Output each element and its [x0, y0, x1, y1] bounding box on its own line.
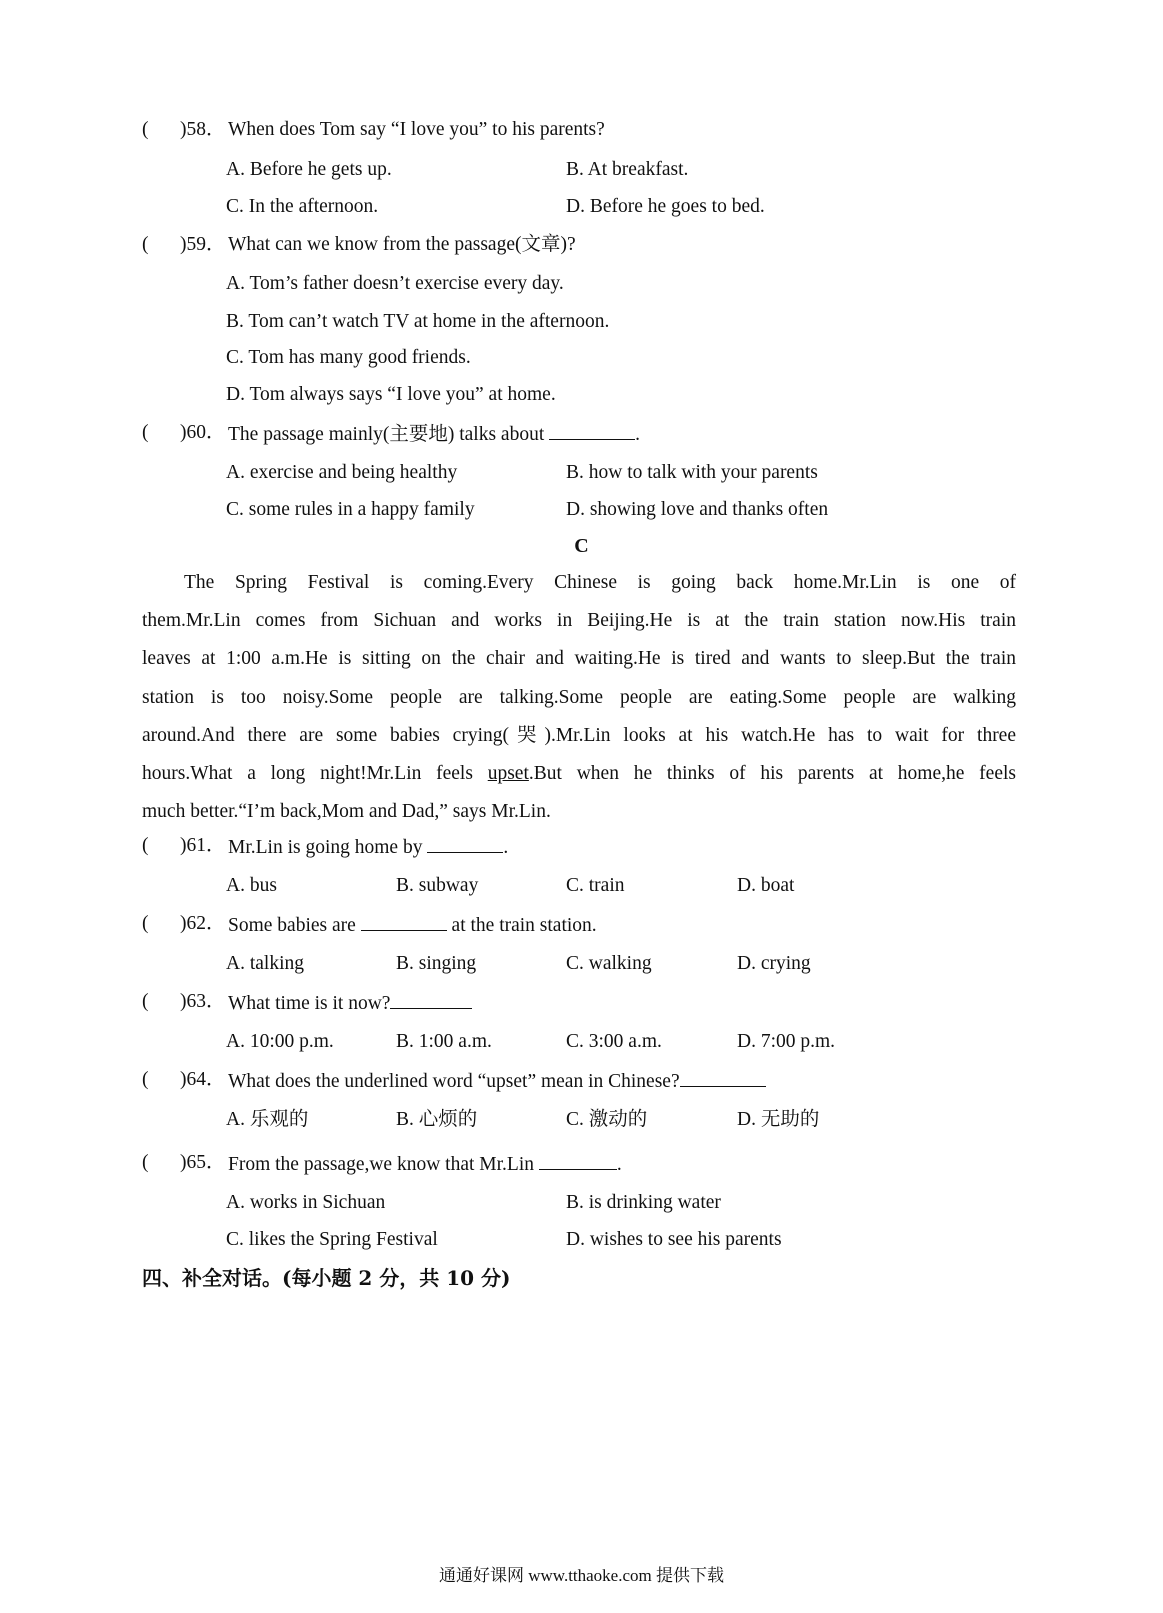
question-stem: What time is it now?	[228, 990, 472, 1016]
answer-paren: (	[142, 835, 149, 856]
option-a: A. 乐观的	[226, 1109, 309, 1130]
option-d: D. Tom always says “I love you” at home.	[226, 384, 556, 405]
option-d: D. boat	[737, 875, 795, 896]
part-four-heading: 四、补全对话。(每小题 2 分，共 10 分)	[142, 1266, 511, 1290]
question-number: )62．	[180, 913, 226, 934]
question-number: )63．	[180, 991, 226, 1012]
question-number: )60．	[180, 422, 226, 443]
option-d: D. 7:00 p.m.	[737, 1031, 836, 1052]
option-b: B. subway	[396, 875, 479, 896]
answer-blank	[390, 990, 472, 1009]
option-d: D. 无助的	[737, 1109, 820, 1130]
question-stem: The passage mainly(主要地) talks about .	[228, 421, 640, 447]
option-c: C. some rules in a happy family	[226, 499, 475, 520]
question-stem: What does the underlined word “upset” mean in Chinese?	[228, 1068, 766, 1094]
option-a: A. Tom’s father doesn’t exercise every day.	[226, 273, 564, 294]
answer-blank	[361, 912, 447, 931]
passage-line: them.Mr.Lin comes from Sichuan and works in Beijing.He is at the train station now.His train	[142, 610, 1016, 632]
option-b: B. 1:00 a.m.	[396, 1031, 492, 1052]
answer-blank	[539, 1151, 617, 1170]
question-number: )61．	[180, 835, 226, 856]
option-c: C. walking	[566, 953, 652, 974]
passage-line: The Spring Festival is coming.Every Chinese is going back home.Mr.Lin is one of	[184, 572, 1016, 593]
question-number: )65．	[180, 1152, 226, 1173]
answer-paren: (	[142, 119, 149, 140]
answer-paren: (	[142, 913, 149, 934]
passage-line: around.And there are some babies crying(哭).Mr.Lin looks at his watch.He has to wait for three	[142, 724, 1016, 746]
passage-line: station is too noisy.Some people are talking.Some people are eating.Some people are walking	[142, 686, 1016, 708]
answer-paren: (	[142, 991, 149, 1012]
reading-passage	[142, 564, 1016, 831]
question-stem: What can we know from the passage(文章)?	[228, 234, 576, 255]
option-a: A. works in Sichuan	[226, 1192, 386, 1213]
option-d: D. Before he goes to bed.	[566, 196, 765, 217]
option-b: B. At breakfast.	[566, 159, 689, 180]
option-b: B. 心烦的	[396, 1109, 478, 1130]
option-d: D. wishes to see his parents	[566, 1229, 782, 1250]
option-b: B. Tom can’t watch TV at home in the afternoon.	[226, 311, 610, 332]
option-a: A. bus	[226, 875, 277, 896]
question-stem: Mr.Lin is going home by .	[228, 834, 508, 860]
option-d: D. showing love and thanks often	[566, 499, 829, 520]
passage-line: much better.“I’m back,Mom and Dad,” says Mr.Lin.	[142, 801, 551, 823]
passage-line: leaves at 1:00 a.m.He is sitting on the chair and waiting.He is tired and wants to sleep.But the train	[142, 648, 1016, 670]
question-stem: From the passage,we know that Mr.Lin .	[228, 1151, 622, 1177]
answer-paren: (	[142, 1152, 149, 1173]
passage-line: hours.What a long night!Mr.Lin feels upset.But when he thinks of his parents at home,he feels	[142, 762, 1016, 784]
option-b: B. singing	[396, 953, 477, 974]
answer-blank	[549, 421, 635, 440]
option-a: A. exercise and being healthy	[226, 462, 458, 483]
option-c: C. train	[566, 875, 625, 896]
option-a: A. 10:00 p.m.	[226, 1031, 334, 1052]
answer-blank	[427, 834, 503, 853]
option-b: B. how to talk with your parents	[566, 462, 818, 483]
answer-paren: (	[142, 234, 149, 255]
underlined-word: upset	[487, 762, 529, 784]
option-a: A. talking	[226, 953, 304, 974]
answer-paren: (	[142, 1069, 149, 1090]
question-number: )59．	[180, 234, 226, 255]
question-stem: Some babies are at the train station.	[228, 912, 597, 938]
option-c: C. In the afternoon.	[226, 196, 379, 217]
question-number: )64．	[180, 1069, 226, 1090]
answer-blank	[680, 1068, 766, 1087]
option-c: C. 激动的	[566, 1109, 648, 1130]
option-c: C. likes the Spring Festival	[226, 1229, 438, 1250]
page-footer: 通通好课网 www.tthaoke.com 提供下载	[438, 1566, 725, 1585]
question-stem: When does Tom say “I love you” to his parents?	[228, 119, 605, 140]
option-c: C. 3:00 a.m.	[566, 1031, 662, 1052]
option-a: A. Before he gets up.	[226, 159, 392, 180]
question-number: )58．	[180, 119, 226, 140]
answer-paren: (	[142, 422, 149, 443]
option-c: C. Tom has many good friends.	[226, 347, 471, 368]
option-b: B. is drinking water	[566, 1192, 721, 1213]
section-title: C	[574, 535, 589, 557]
option-d: D. crying	[737, 953, 811, 974]
